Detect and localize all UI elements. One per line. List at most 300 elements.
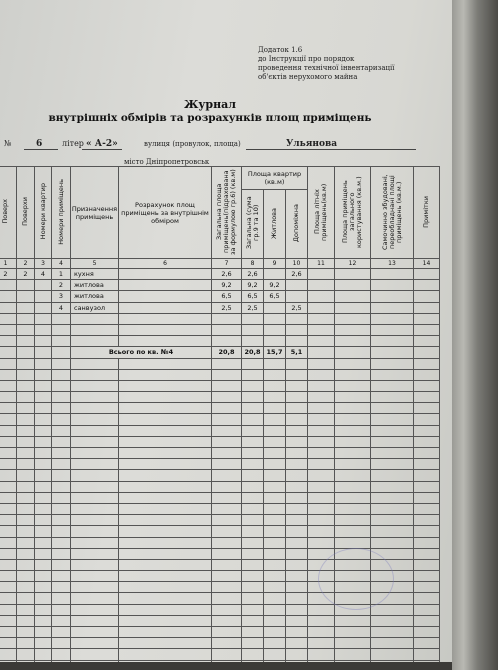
cell-empty	[119, 358, 212, 369]
cell-empty	[242, 403, 264, 414]
col-number: 12	[335, 259, 371, 269]
journal-subtitle: внутрішніх обмірів та розрахунків площ приміщень	[48, 112, 372, 124]
col-number: 10	[286, 259, 308, 269]
record-number-value: 6	[36, 139, 43, 149]
cell-empty	[264, 380, 286, 391]
cell-empty	[17, 604, 35, 615]
cell-empty	[308, 470, 335, 481]
cell-floor: 2	[0, 269, 17, 280]
cell-empty	[414, 571, 440, 582]
cell-empty	[286, 369, 308, 380]
cell-empty	[286, 392, 308, 403]
cell-empty	[286, 324, 308, 335]
cell-empty	[308, 347, 335, 358]
cell-empty	[35, 627, 52, 638]
cell-empty	[212, 425, 242, 436]
cell-empty	[52, 548, 71, 559]
cell-empty	[35, 470, 52, 481]
cell-empty	[286, 336, 308, 347]
header-area-calculation: Розрахунок площ приміщень за внутрішнім обміром	[119, 167, 212, 259]
cell-empty	[212, 380, 242, 391]
table-row	[0, 269, 440, 280]
cell-empty	[414, 269, 440, 280]
empty-row	[0, 649, 440, 660]
cell-total-area: 2,5	[242, 302, 264, 313]
cell-empty	[35, 582, 52, 593]
binder-edge	[452, 0, 498, 670]
cell-empty	[71, 380, 119, 391]
cell-empty	[242, 660, 264, 662]
cell-empty	[308, 425, 335, 436]
cell-empty	[414, 380, 440, 391]
cell-empty	[242, 448, 264, 459]
empty-row	[0, 537, 440, 548]
cell-empty	[212, 369, 242, 380]
empty-row	[0, 459, 440, 470]
cell-room-number: 3	[52, 291, 71, 302]
cell-empty	[212, 481, 242, 492]
cell-empty	[242, 627, 264, 638]
cell-empty	[119, 593, 212, 604]
cell-empty	[17, 526, 35, 537]
cell-empty	[17, 571, 35, 582]
cell-empty	[414, 313, 440, 324]
cell-empty	[308, 492, 335, 503]
col-number: 7	[212, 259, 242, 269]
cell-empty	[335, 280, 371, 291]
cell-empty	[286, 481, 308, 492]
cell-empty	[371, 414, 414, 425]
cell-empty	[335, 615, 371, 626]
cell-empty	[335, 392, 371, 403]
cell-empty	[308, 369, 335, 380]
underline	[82, 149, 122, 150]
cell-empty	[212, 392, 242, 403]
cell-empty	[242, 369, 264, 380]
cell-empty	[286, 638, 308, 649]
cell-empty	[212, 313, 242, 324]
cell-empty	[414, 649, 440, 660]
total-area: 20,8	[242, 347, 264, 358]
cell-empty	[119, 414, 212, 425]
cell-empty	[308, 459, 335, 470]
cell-empty	[335, 380, 371, 391]
cell-empty	[71, 459, 119, 470]
cell-empty	[286, 537, 308, 548]
cell-empty	[35, 559, 52, 570]
cell-empty	[17, 627, 35, 638]
cell-empty	[71, 638, 119, 649]
cell-empty	[52, 380, 71, 391]
cell-empty	[264, 582, 286, 593]
cell-empty	[71, 448, 119, 459]
cell-empty	[71, 627, 119, 638]
cell-empty	[264, 638, 286, 649]
cell-empty	[335, 403, 371, 414]
cell-empty	[264, 436, 286, 447]
cell-empty	[308, 515, 335, 526]
cell-empty	[17, 593, 35, 604]
cell-empty	[212, 548, 242, 559]
cell-empty	[17, 369, 35, 380]
cell-empty	[371, 313, 414, 324]
cell-empty	[35, 403, 52, 414]
col-number: 8	[242, 259, 264, 269]
total-label: Всього по кв. №4	[71, 347, 212, 358]
empty-row	[0, 392, 440, 403]
cell-empty	[212, 414, 242, 425]
cell-empty	[414, 593, 440, 604]
cell-empty	[0, 503, 17, 514]
cell-empty	[264, 571, 286, 582]
cell-empty	[212, 436, 242, 447]
cell-empty	[17, 638, 35, 649]
cell-empty	[286, 526, 308, 537]
cell-empty	[212, 358, 242, 369]
cell-empty	[0, 369, 17, 380]
cell-empty	[371, 403, 414, 414]
cell-empty	[35, 649, 52, 660]
cell-purpose: санвузол	[71, 302, 119, 313]
cell-empty	[17, 358, 35, 369]
cell-empty	[286, 436, 308, 447]
cell-empty	[286, 503, 308, 514]
table-row	[0, 302, 440, 313]
cell-empty	[17, 503, 35, 514]
cell-empty	[52, 459, 71, 470]
cell-empty	[52, 403, 71, 414]
empty-row	[0, 414, 440, 425]
cell-empty	[242, 459, 264, 470]
cell-empty	[52, 313, 71, 324]
cell-empty	[52, 503, 71, 514]
underline	[246, 149, 416, 150]
cell-empty	[17, 559, 35, 570]
cell-empty	[119, 615, 212, 626]
empty-row	[0, 526, 440, 537]
cell-empty	[308, 660, 335, 662]
cell-empty	[264, 526, 286, 537]
cell-empty	[242, 336, 264, 347]
cell-empty	[286, 660, 308, 662]
cell-empty	[335, 336, 371, 347]
cell-empty	[414, 358, 440, 369]
cell-empty	[0, 392, 17, 403]
cell-empty	[308, 403, 335, 414]
cell-empty	[212, 492, 242, 503]
cell-empty	[119, 515, 212, 526]
cell-empty	[264, 615, 286, 626]
cell-empty	[52, 627, 71, 638]
cell-empty	[52, 537, 71, 548]
cell-empty	[0, 593, 17, 604]
cell-empty	[371, 526, 414, 537]
cell-empty	[52, 582, 71, 593]
street-label: вулиця (провулок, площа)	[144, 140, 241, 148]
cell-empty	[71, 436, 119, 447]
cell-empty	[52, 515, 71, 526]
cell-empty	[242, 503, 264, 514]
cell-empty	[17, 515, 35, 526]
cell-empty	[308, 615, 335, 626]
cell-empty	[414, 436, 440, 447]
cell-empty	[17, 459, 35, 470]
cell-empty	[0, 481, 17, 492]
cell-empty	[52, 347, 71, 358]
cell-empty	[286, 604, 308, 615]
cell-empty	[212, 593, 242, 604]
cell-empty	[35, 537, 52, 548]
cell-empty	[264, 336, 286, 347]
cell-empty	[286, 358, 308, 369]
appendix-line-1: Додаток 1.6	[258, 46, 303, 54]
cell-empty	[286, 548, 308, 559]
cell-living-area: 9,2	[264, 280, 286, 291]
empty-row	[0, 358, 440, 369]
cell-empty	[71, 615, 119, 626]
cell-empty	[71, 503, 119, 514]
cell-empty	[119, 336, 212, 347]
col-number: 2	[17, 259, 35, 269]
cell-empty	[242, 436, 264, 447]
cell-empty	[264, 358, 286, 369]
cell-empty	[286, 492, 308, 503]
cell-empty	[71, 571, 119, 582]
col-number: 6	[119, 259, 212, 269]
cell-empty	[286, 414, 308, 425]
cell-empty	[264, 414, 286, 425]
cell-empty	[17, 537, 35, 548]
cell-empty	[371, 660, 414, 662]
cell-empty	[17, 481, 35, 492]
cell-empty	[371, 380, 414, 391]
appendix-note	[258, 46, 395, 82]
cell-empty	[119, 403, 212, 414]
cell-empty	[242, 582, 264, 593]
cell-empty	[264, 604, 286, 615]
cell-empty	[71, 313, 119, 324]
cell-empty	[414, 425, 440, 436]
cell-empty	[35, 414, 52, 425]
cell-empty	[264, 481, 286, 492]
cell-empty	[17, 660, 35, 662]
header-floors: Поверхи	[17, 167, 35, 259]
header-total-area: Загальна (сума гр.9 та 10)	[242, 190, 264, 259]
cell-empty	[71, 369, 119, 380]
header-apartment-area-group: Площа квартир (кв.м)	[242, 167, 308, 190]
cell-empty	[35, 660, 52, 662]
header-auxiliary-area: Допоміжна	[286, 190, 308, 259]
cell-empty	[212, 470, 242, 481]
cell-empty	[17, 414, 35, 425]
cell-empty	[335, 537, 371, 548]
cell-empty	[414, 492, 440, 503]
cell-empty	[286, 593, 308, 604]
cell-empty	[52, 414, 71, 425]
cell-floor	[0, 280, 17, 291]
cell-empty	[414, 336, 440, 347]
cell-empty	[17, 324, 35, 335]
cell-empty	[0, 515, 17, 526]
cell-empty	[0, 459, 17, 470]
cell-empty	[414, 369, 440, 380]
cell-empty	[0, 414, 17, 425]
cell-auxiliary-area	[286, 291, 308, 302]
cell-empty	[308, 526, 335, 537]
empty-row	[0, 660, 440, 662]
cell-empty	[335, 313, 371, 324]
cell-empty	[335, 481, 371, 492]
cell-empty	[286, 627, 308, 638]
empty-row	[0, 492, 440, 503]
cell-empty	[414, 280, 440, 291]
table-row	[0, 291, 440, 302]
cell-empty	[0, 526, 17, 537]
cell-empty	[371, 302, 414, 313]
cell-empty	[371, 324, 414, 335]
cell-empty	[308, 291, 335, 302]
cell-empty	[242, 559, 264, 570]
cell-empty	[414, 291, 440, 302]
cell-empty	[52, 559, 71, 570]
cell-empty	[52, 324, 71, 335]
col-number: 11	[308, 259, 335, 269]
cell-empty	[17, 582, 35, 593]
cell-empty	[71, 526, 119, 537]
cell-empty	[35, 392, 52, 403]
cell-empty	[119, 627, 212, 638]
cell-empty	[335, 425, 371, 436]
cell-empty	[35, 515, 52, 526]
cell-empty	[17, 470, 35, 481]
cell-total-room-area: 9,2	[212, 280, 242, 291]
cell-empty	[308, 392, 335, 403]
cell-empty	[119, 324, 212, 335]
header-living-area: Житлова	[264, 190, 286, 259]
cell-empty	[17, 425, 35, 436]
cell-empty	[414, 537, 440, 548]
cell-empty	[242, 548, 264, 559]
underline	[24, 149, 58, 150]
col-number: 1	[0, 259, 17, 269]
cell-empty	[371, 649, 414, 660]
cell-empty	[264, 559, 286, 570]
empty-row	[0, 615, 440, 626]
cell-empty	[0, 470, 17, 481]
cell-empty	[119, 660, 212, 662]
cell-total-room-area: 6,5	[212, 291, 242, 302]
cell-empty	[286, 571, 308, 582]
cell-empty	[17, 380, 35, 391]
cell-empty	[35, 548, 52, 559]
total-living-area: 15,7	[264, 347, 286, 358]
cell-empty	[119, 559, 212, 570]
empty-row	[0, 448, 440, 459]
cell-empty	[71, 649, 119, 660]
cell-empty	[242, 604, 264, 615]
cell-auxiliary-area: 2,5	[286, 302, 308, 313]
cell-empty	[0, 537, 17, 548]
cell-empty	[308, 280, 335, 291]
cell-empty	[414, 403, 440, 414]
cell-empty	[308, 627, 335, 638]
cell-empty	[212, 582, 242, 593]
total-auxiliary-area: 5,1	[286, 347, 308, 358]
cell-purpose: житлова	[71, 291, 119, 302]
cell-empty	[335, 503, 371, 514]
cell-empty	[52, 425, 71, 436]
cell-empty	[414, 526, 440, 537]
cell-empty	[0, 358, 17, 369]
cell-empty	[264, 537, 286, 548]
cell-empty	[371, 615, 414, 626]
cell-empty	[212, 615, 242, 626]
cell-empty	[119, 537, 212, 548]
cell-total-area: 2,6	[242, 269, 264, 280]
cell-empty	[264, 313, 286, 324]
cell-empty	[35, 358, 52, 369]
header-room-numbers: Номери приміщень	[52, 167, 71, 259]
cell-empty	[308, 414, 335, 425]
cell-empty	[0, 313, 17, 324]
cell-empty	[71, 414, 119, 425]
cell-room-number: 4	[52, 302, 71, 313]
cell-empty	[35, 638, 52, 649]
cell-empty	[71, 515, 119, 526]
cell-empty	[52, 649, 71, 660]
cell-empty	[17, 336, 35, 347]
cell-empty	[17, 492, 35, 503]
cell-empty	[0, 649, 17, 660]
cell-empty	[52, 638, 71, 649]
cell-living-area	[264, 269, 286, 280]
cell-empty	[242, 481, 264, 492]
cell-empty	[17, 436, 35, 447]
cell-empty	[35, 526, 52, 537]
cell-empty	[35, 324, 52, 335]
cell-empty	[35, 593, 52, 604]
cell-empty	[308, 324, 335, 335]
cell-empty	[212, 515, 242, 526]
cell-empty	[71, 492, 119, 503]
cell-empty	[71, 392, 119, 403]
cell-empty	[371, 503, 414, 514]
cell-empty	[52, 526, 71, 537]
cell-total-area: 9,2	[242, 280, 264, 291]
cell-empty	[371, 436, 414, 447]
col-number: 14	[414, 259, 440, 269]
cell-empty	[414, 515, 440, 526]
cell-empty	[308, 481, 335, 492]
cell-empty	[308, 269, 335, 280]
col-number: 9	[264, 259, 286, 269]
cell-floor	[0, 302, 17, 313]
cell-empty	[35, 615, 52, 626]
cell-empty	[264, 425, 286, 436]
cell-empty	[335, 269, 371, 280]
cell-empty	[212, 649, 242, 660]
cell-empty	[119, 313, 212, 324]
cell-empty	[35, 380, 52, 391]
cell-empty	[71, 358, 119, 369]
cell-empty	[414, 302, 440, 313]
cell-empty	[308, 604, 335, 615]
cell-empty	[371, 492, 414, 503]
column-number-row	[0, 259, 440, 269]
empty-row	[0, 470, 440, 481]
cell-auxiliary-area: 2,6	[286, 269, 308, 280]
cell-empty	[371, 638, 414, 649]
